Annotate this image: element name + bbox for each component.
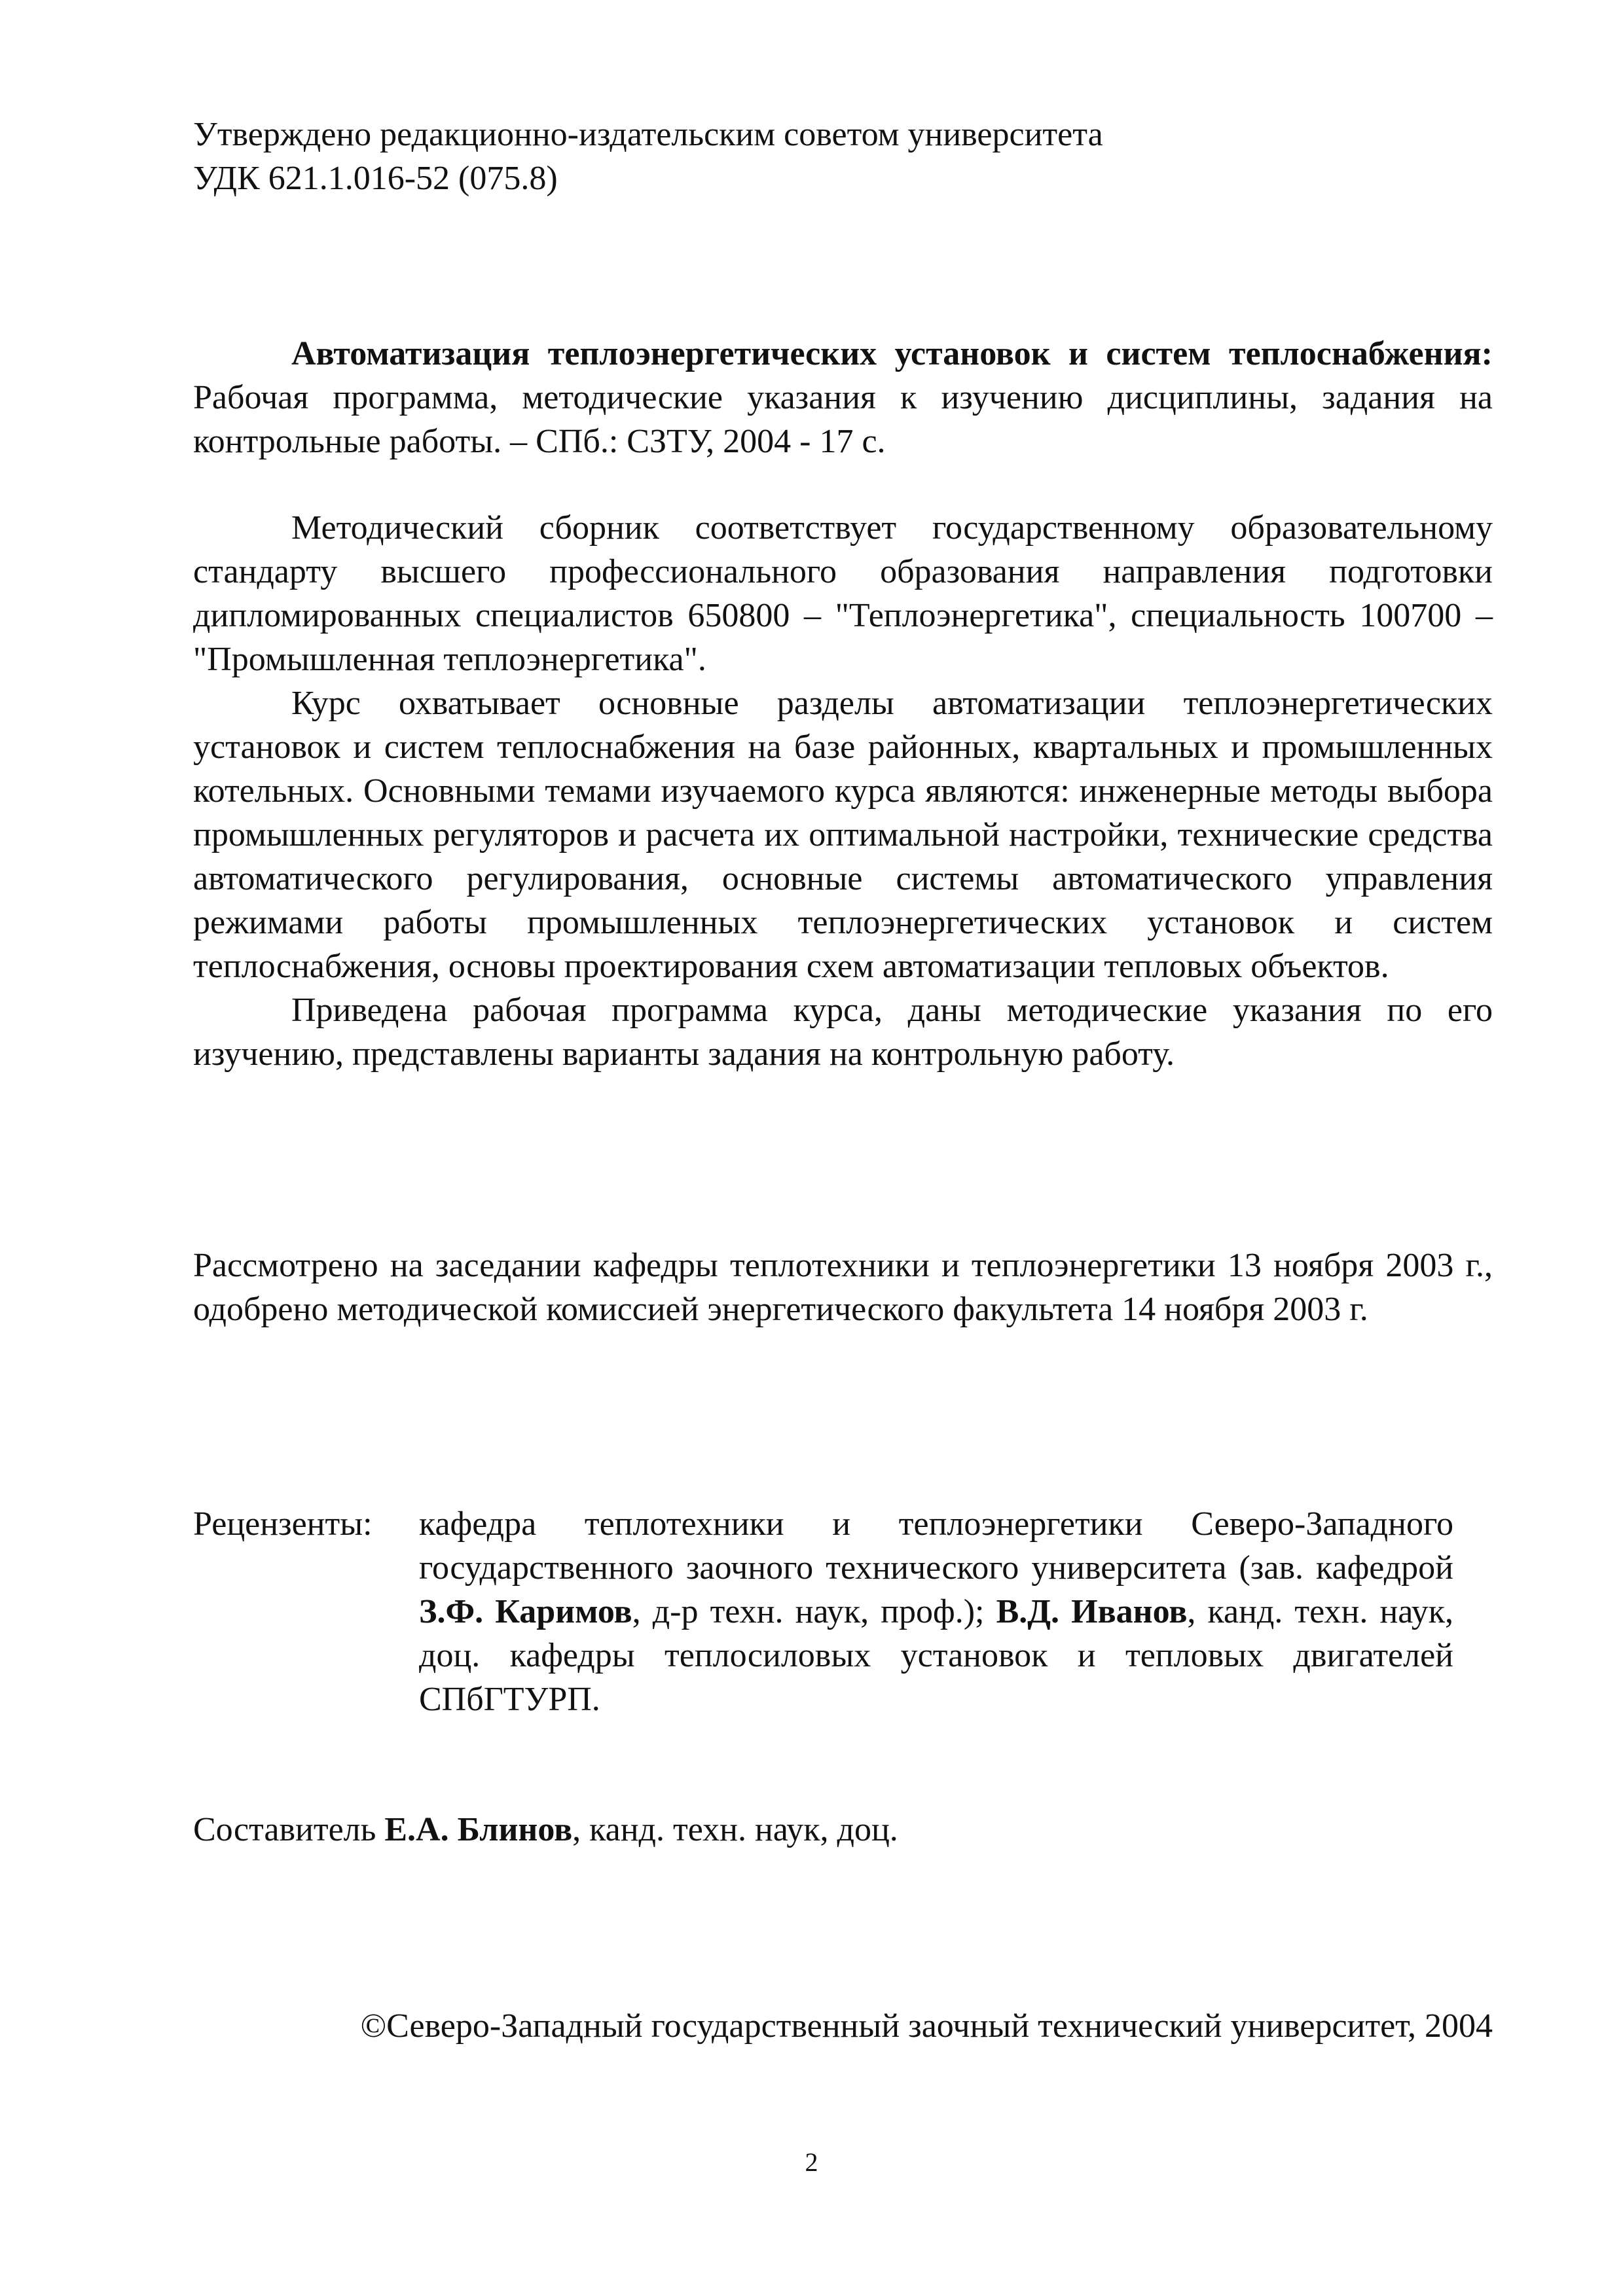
summary-paragraph-3: Приведена рабочая программа курса, даны методические указания по его изучению, представлены варианты задания на контрольную работу. [193,992,1493,1073]
book-description: Рабочая программа, методические указания к изучению дисциплины, задания на контрольные работы. – СПб.: СЗТУ, 2004 - 17 с. [193,379,1493,460]
bibliographic-annotation [193,332,1493,463]
compiler-credentials: , канд. техн. наук, доц. [572,1811,898,1848]
book-title: Автоматизация теплоэнергетических установок и систем теплоснабжения: [291,335,1493,372]
header-block [193,113,1493,200]
compiler-block [193,1808,1493,1852]
reviewers-content [419,1502,1453,1721]
compiler-label: Составитель [193,1811,385,1848]
approval-line: Утверждено редакционно-издательским советом университета [193,116,1103,153]
compiler-line [193,1808,1493,1852]
reviewers-text-3: , канд. техн. наук, доц. кафедры теплосиловых установок и тепловых двигателей СПбГТУРП. [419,1593,1453,1718]
copyright-line: ©Северо-Западный государственный заочный технический университет, 2004 [360,2007,1493,2045]
summary-block [193,506,1493,1076]
reviewers-text-1: кафедра теплотехники и теплоэнергетики Северо-Западного государственного заочного технического университета (зав. кафедрой [419,1505,1453,1587]
summary-paragraph-2: Курс охватывает основные разделы автоматизации теплоэнергетических установок и систем теплоснабжения на базе районных, квартальных и промышленных котельных. Основными темами изучаемого курса являются: инженерные методы выбора промышленных регуляторов и расчета их оптимальной настройки, технические средства автоматического регулирования, основные системы автоматического управления режимами работы промышленных теплоэнергетических установок и систем теплоснабжения, основы проектирования схем автоматизации тепловых объектов. [193,685,1493,985]
reviewer-name-2: В.Д. Иванов [996,1593,1188,1630]
reviewers-block [193,1502,1493,1721]
udc-line: УДК 621.1.016-52 (075.8) [193,160,558,197]
copyright-block [223,2004,1493,2048]
summary-paragraph-1: Методический сборник соответствует государственному образовательному стандарту высшего профессионального образования направления подготовки дипломированных специалистов 650800 – "Теплоэнергетика", специальность 100700 – "Промышленная теплоэнергетика". [193,509,1493,678]
reviewed-block [193,1244,1493,1331]
annotation-paragraph [193,332,1493,463]
page-number: 2 [805,2147,818,2177]
compiler-name: Е.А. Блинов [384,1811,573,1848]
reviewers-label: Рецензенты: [193,1505,373,1543]
reviewers-text-2: , д-р техн. наук, проф.); [632,1593,996,1630]
reviewed-paragraph: Рассмотрено на заседании кафедры теплотехники и теплоэнергетики 13 ноября 2003 г., одобрено методической комиссией энергетического факультета 14 ноября 2003 г. [193,1247,1493,1328]
reviewer-name-1: З.Ф. Каримов [419,1593,632,1630]
